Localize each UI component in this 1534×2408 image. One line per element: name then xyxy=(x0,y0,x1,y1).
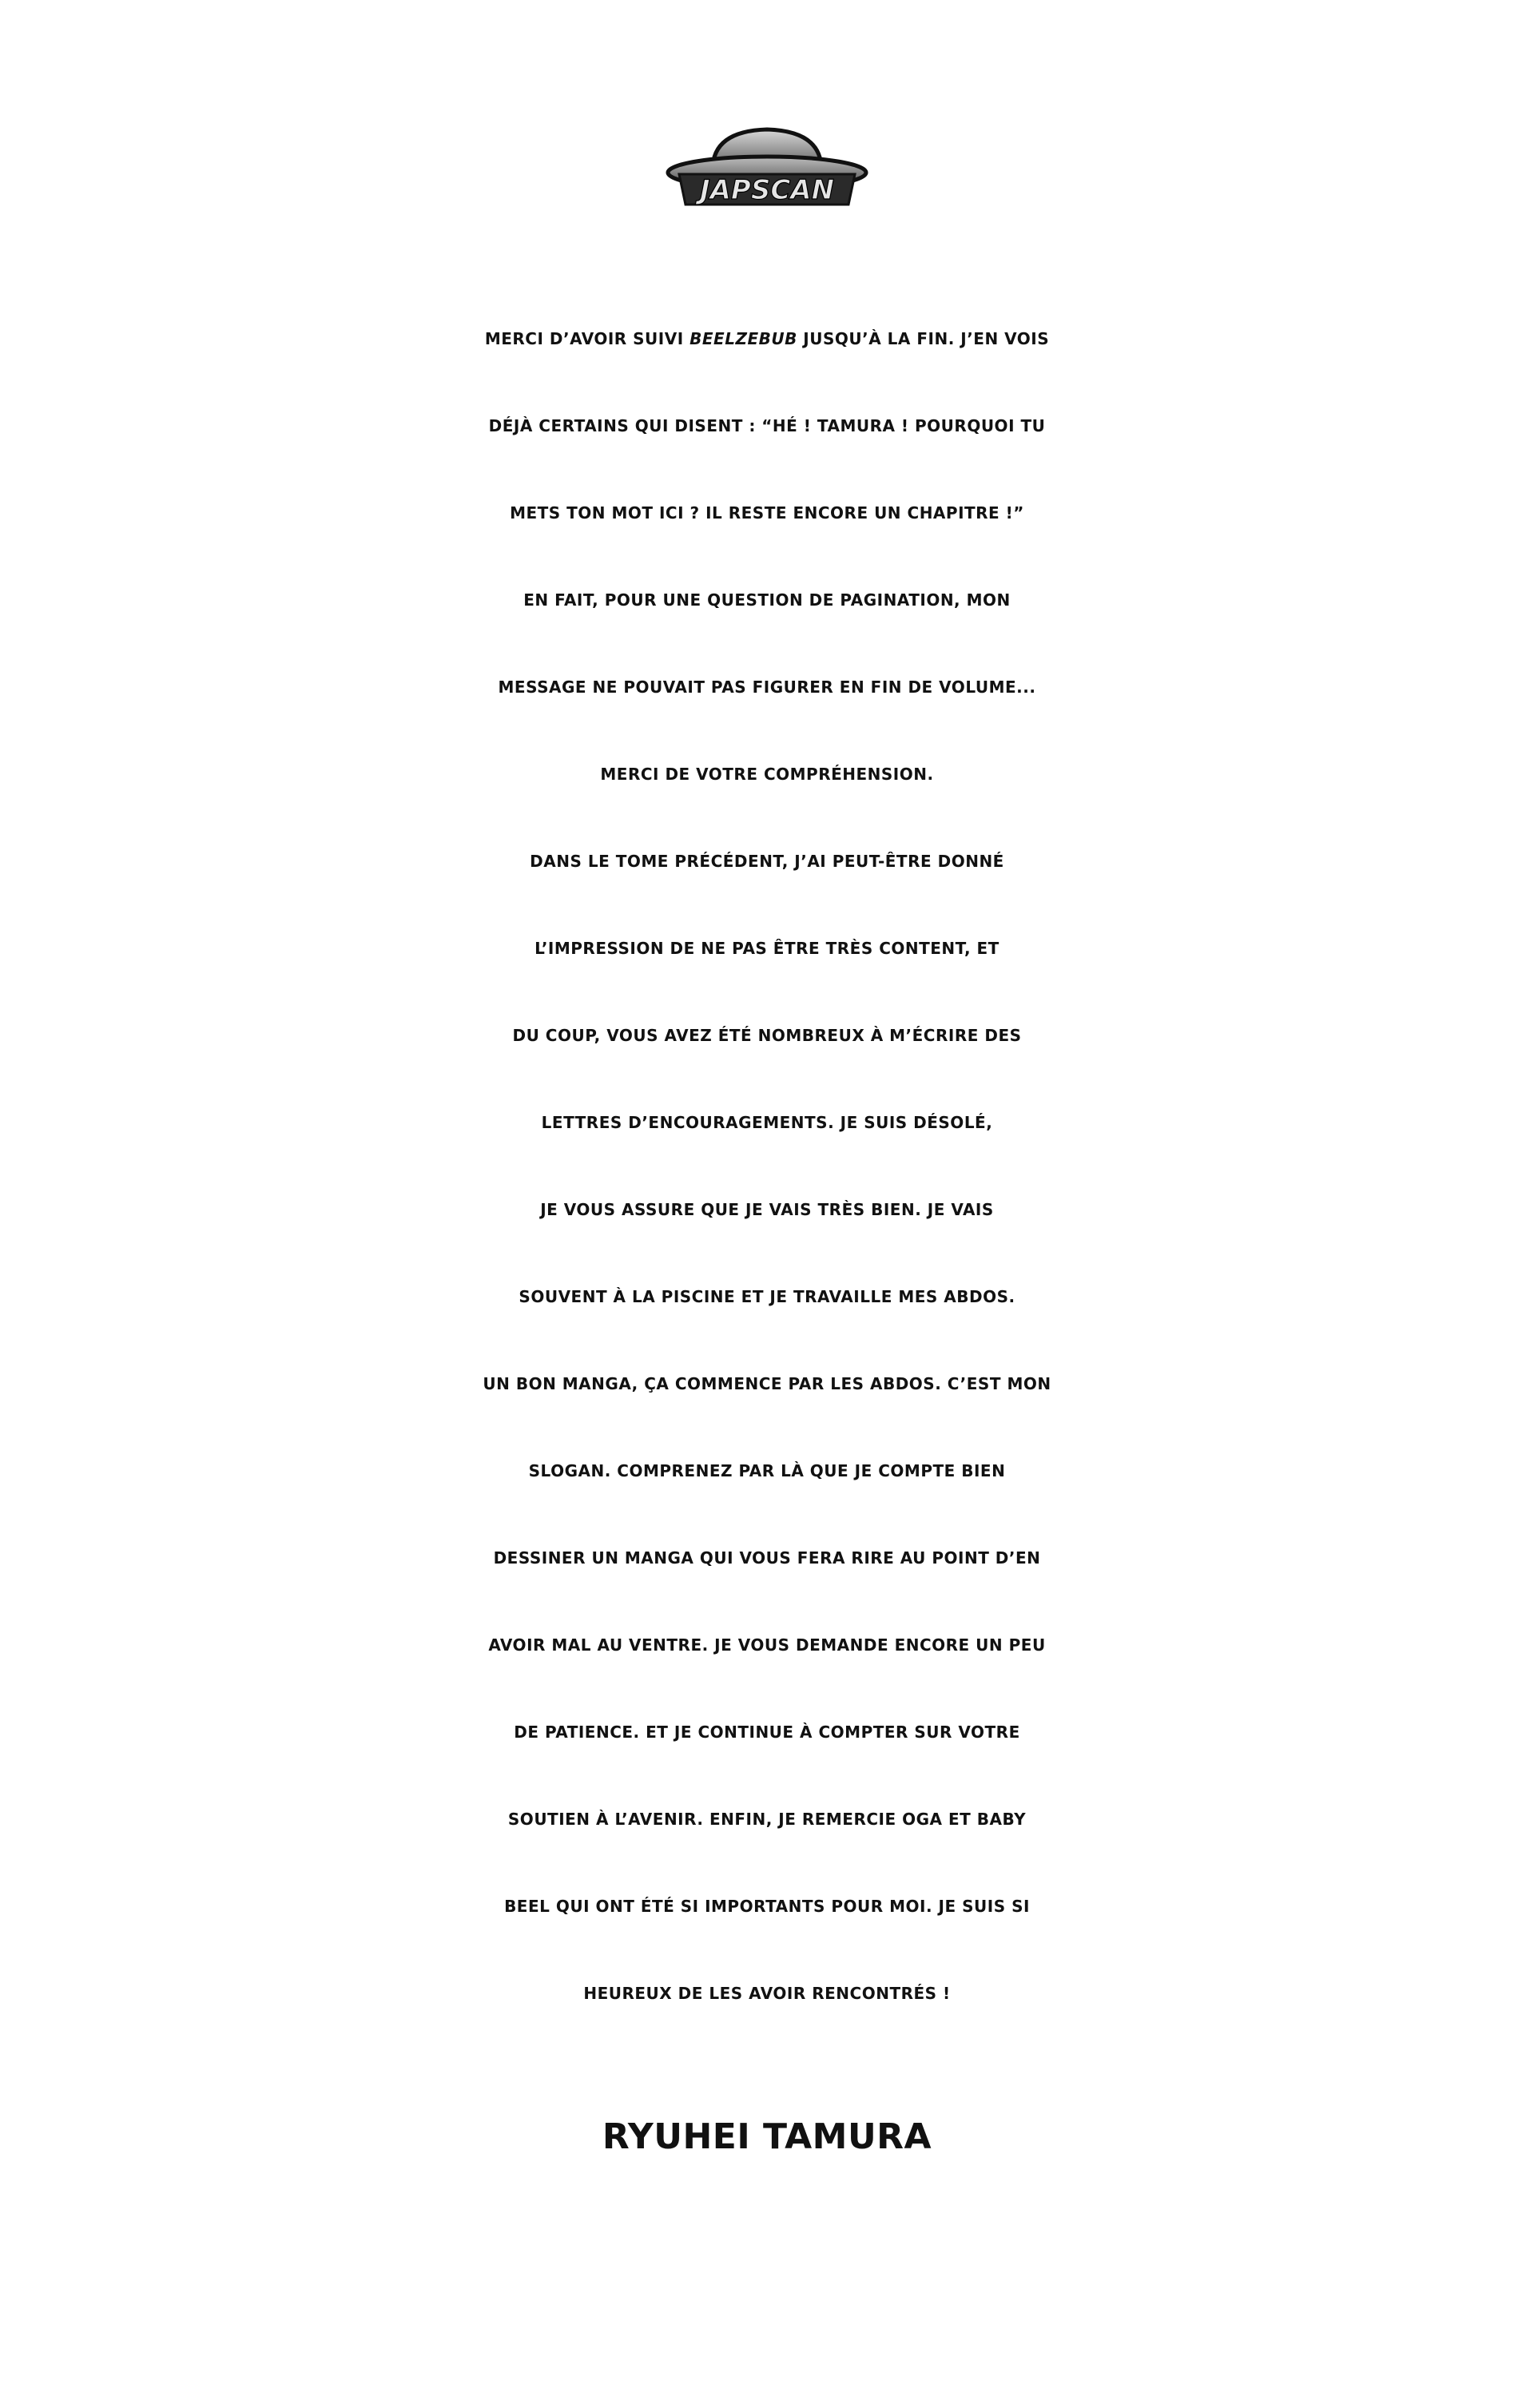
line-text: JUSQU’À LA FIN. J’EN VOIS xyxy=(797,329,1050,348)
line-text: HEUREUX DE LES AVOIR RENCONTRÉS ! xyxy=(583,1984,951,2003)
japscan-logo xyxy=(663,120,871,216)
line-text: MERCI D’AVOIR SUIVI xyxy=(484,329,690,348)
line-text: SLOGAN. COMPRENEZ PAR LÀ QUE JE COMPTE BIEN xyxy=(528,1461,1006,1480)
letter-line xyxy=(0,1166,1534,1254)
line-text: L’IMPRESSION DE NE PAS ÊTRE TRÈS CONTENT, ET xyxy=(535,939,999,958)
line-text: DANS LE TOME PRÉCÉDENT, J’AI PEUT-ÊTRE DONNÉ xyxy=(530,852,1004,871)
letter-line xyxy=(0,1689,1534,1776)
line-text: SOUTIEN À L’AVENIR. ENFIN, JE REMERCIE OGA ET BABY xyxy=(507,1810,1027,1829)
logo-text: JAPSCAN xyxy=(699,174,835,206)
letter-line xyxy=(0,818,1534,905)
letter-line xyxy=(0,557,1534,644)
line-text: UN BON MANGA, ÇA COMMENCE PAR LES ABDOS. C’EST MON xyxy=(483,1374,1051,1393)
letter-line xyxy=(0,644,1534,731)
letter-line xyxy=(0,731,1534,818)
letter-line xyxy=(0,1950,1534,2037)
letter-line xyxy=(0,992,1534,1079)
letter-line xyxy=(0,1341,1534,1428)
letter-line xyxy=(0,1515,1534,1602)
letter-line xyxy=(0,1428,1534,1515)
line-text: DESSINER UN MANGA QUI VOUS FERA RIRE AU POINT D’EN xyxy=(493,1548,1041,1568)
letter-line xyxy=(0,1863,1534,1950)
signature: RYUHEI TAMURA xyxy=(602,2116,932,2157)
letter-line xyxy=(0,1079,1534,1166)
line-text: DÉJÀ CERTAINS QUI DISENT : “HÉ ! TAMURA ! POURQUOI TU xyxy=(488,416,1046,435)
line-text: MERCI DE VOTRE COMPRÉHENSION. xyxy=(600,765,934,784)
line-text: DE PATIENCE. ET JE CONTINUE À COMPTER SUR VOTRE xyxy=(514,1723,1020,1742)
letter-line xyxy=(0,1254,1534,1341)
letter-line xyxy=(0,383,1534,470)
line-text: EN FAIT, POUR UNE QUESTION DE PAGINATION, MON xyxy=(523,590,1011,610)
manga-title: BEELZEBUB xyxy=(690,329,797,348)
letter-line xyxy=(0,470,1534,557)
letter-line xyxy=(0,296,1534,383)
line-text: SOUVENT À LA PISCINE ET JE TRAVAILLE MES ABDOS. xyxy=(519,1287,1015,1306)
line-text: JE VOUS ASSURE QUE JE VAIS TRÈS BIEN. JE VAIS xyxy=(540,1200,994,1219)
line-text: MESSAGE NE POUVAIT PAS FIGURER EN FIN DE VOLUME... xyxy=(498,677,1036,697)
letter-body xyxy=(0,296,1534,2037)
line-text: LETTRES D’ENCOURAGEMENTS. JE SUIS DÉSOLÉ, xyxy=(541,1113,993,1132)
letter-line xyxy=(0,1602,1534,1689)
line-text: DU COUP, VOUS AVEZ ÉTÉ NOMBREUX À M’ÉCRIRE DES xyxy=(512,1026,1022,1045)
line-text: BEEL QUI ONT ÉTÉ SI IMPORTANTS POUR MOI. JE SUIS SI xyxy=(504,1897,1030,1916)
logo-container xyxy=(0,120,1534,232)
letter-line xyxy=(0,1776,1534,1863)
letter-line xyxy=(0,905,1534,992)
line-text: AVOIR MAL AU VENTRE. JE VOUS DEMANDE ENCORE UN PEU xyxy=(488,1635,1046,1655)
line-text: METS TON MOT ICI ? IL RESTE ENCORE UN CHAPITRE !” xyxy=(510,503,1024,523)
